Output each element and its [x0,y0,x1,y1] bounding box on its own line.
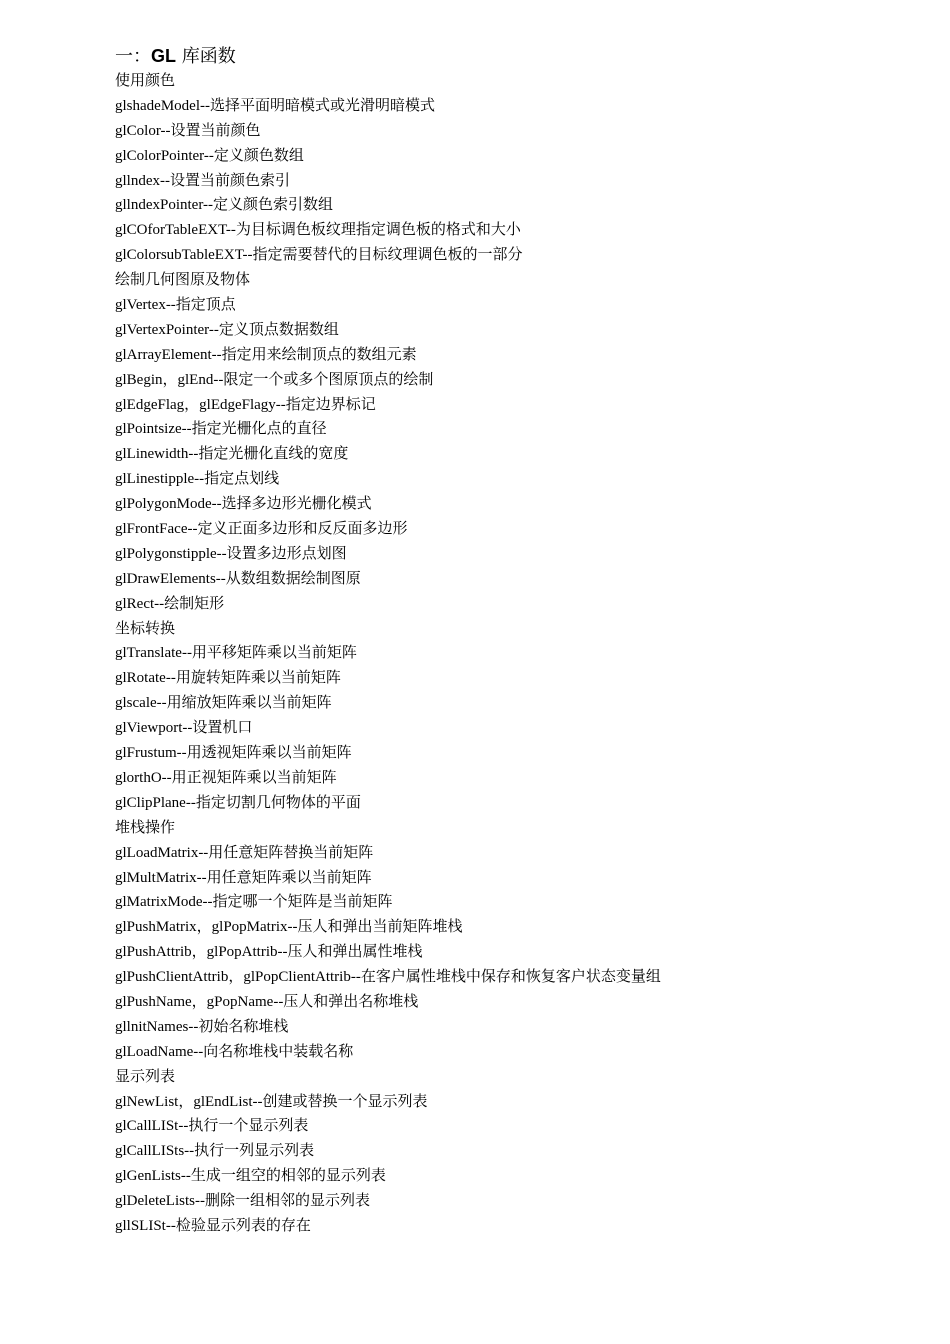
text-line: glMultMatrix--用任意矩阵乘以当前矩阵 [115,869,372,886]
text-line: glGenLists--生成一组空的相邻的显示列表 [115,1168,386,1185]
text-line: glRotate--用旋转矩阵乘以当前矩阵 [115,670,341,687]
text-line: glCallLISt--执行一个显示列表 [115,1118,309,1135]
text-line: glLinewidth--指定光栅化直线的宽度 [115,446,349,463]
text-line: glPolygonMode--选择多边形光栅化模式 [115,496,372,513]
text-line: glVertex--指定顶点 [115,297,236,314]
text-line: glEdgeFlag，glEdgeFlagy--指定边界标记 [115,396,376,413]
text-line: glArrayElement--指定用来绘制顶点的数组元素 [115,346,417,363]
text-line: 堆栈操作 [115,819,176,836]
text-line: glFrontFace--定义正面多边形和反反面多边形 [115,521,408,538]
text-line: glscale--用缩放矩阵乘以当前矩阵 [115,695,332,712]
text-line: glVertexPointer--定义顶点数据数组 [115,321,339,338]
title-prefix: 一： [115,46,151,67]
text-line: glDrawElements--从数组数据绘制图原 [115,570,361,587]
text-line: glLinestipple--指定点划线 [115,471,280,488]
text-line: gllSLISt--检验显示列表的存在 [115,1217,311,1234]
text-line: glClipPlane--指定切割几何物体的平面 [115,794,361,811]
text-line: glPolygonstipple--设置多边形点划图 [115,545,347,562]
text-line: glorthO--用正视矩阵乘以当前矩阵 [115,769,337,786]
text-line: 坐标转换 [115,620,176,637]
text-line: glColorPointer--定义颜色数组 [115,147,304,164]
text-line: 显示列表 [115,1068,176,1085]
text-line: glViewport--设置机口 [115,720,253,737]
text-line: glColor--设置当前颜色 [115,122,261,139]
text-line: glPushMatrix，glPopMatrix--压人和弹出当前矩阵堆栈 [115,919,463,936]
document-body [115,44,915,1239]
text-line: glLoadName--向名称堆栈中装载名称 [115,1043,354,1060]
function-list [115,69,915,1239]
text-line: glCallLISts--执行一列显示列表 [115,1143,315,1160]
text-line: glPointsize--指定光栅化点的直径 [115,421,327,438]
text-line: glTranslate--用平移矩阵乘以当前矩阵 [115,645,357,662]
text-line: 使用颜色 [115,73,176,89]
text-line: gllnitNames--初始名称堆栈 [115,1018,289,1035]
text-line: gllndex--设置当前颜色索引 [115,172,290,189]
text-line: glLoadMatrix--用任意矩阵替换当前矩阵 [115,844,374,861]
title-suffix: 库函数 [176,46,236,67]
text-line: glPushName，gPopName--压人和弹出名称堆栈 [115,993,419,1010]
text-line: glColorsubTableEXT--指定需要替代的目标纹理调色板的一部分 [115,247,523,264]
text-line: glBegin，glEnd--限定一个或多个图原顶点的绘制 [115,371,434,388]
text-line: glNewList，glEndList--创建或替换一个显示列表 [115,1093,428,1110]
title-latin: GL [151,46,176,66]
text-line: glDeleteLists--删除一组相邻的显示列表 [115,1193,370,1210]
text-line: glPushClientAttrib，glPopClientAttrib--在客户属性堆栈中保存和恢复客户状态变量组 [115,969,661,986]
text-line: glCOforTableEXT--为目标调色板纹理指定调色板的格式和大小 [115,222,521,239]
section-title [115,44,915,69]
text-line: gllndexPointer--定义颜色索引数组 [115,197,334,214]
text-line: glPushAttrib，glPopAttrib--压人和弹出属性堆栈 [115,944,423,961]
text-line: glFrustum--用透视矩阵乘以当前矩阵 [115,745,352,762]
text-line: glshadeModel--选择平面明暗模式或光滑明暗模式 [115,97,435,114]
text-line: 绘制几何图原及物体 [115,272,251,289]
text-line: glRect--绘制矩形 [115,595,225,612]
text-line: glMatrixMode--指定哪一个矩阵是当前矩阵 [115,894,393,911]
